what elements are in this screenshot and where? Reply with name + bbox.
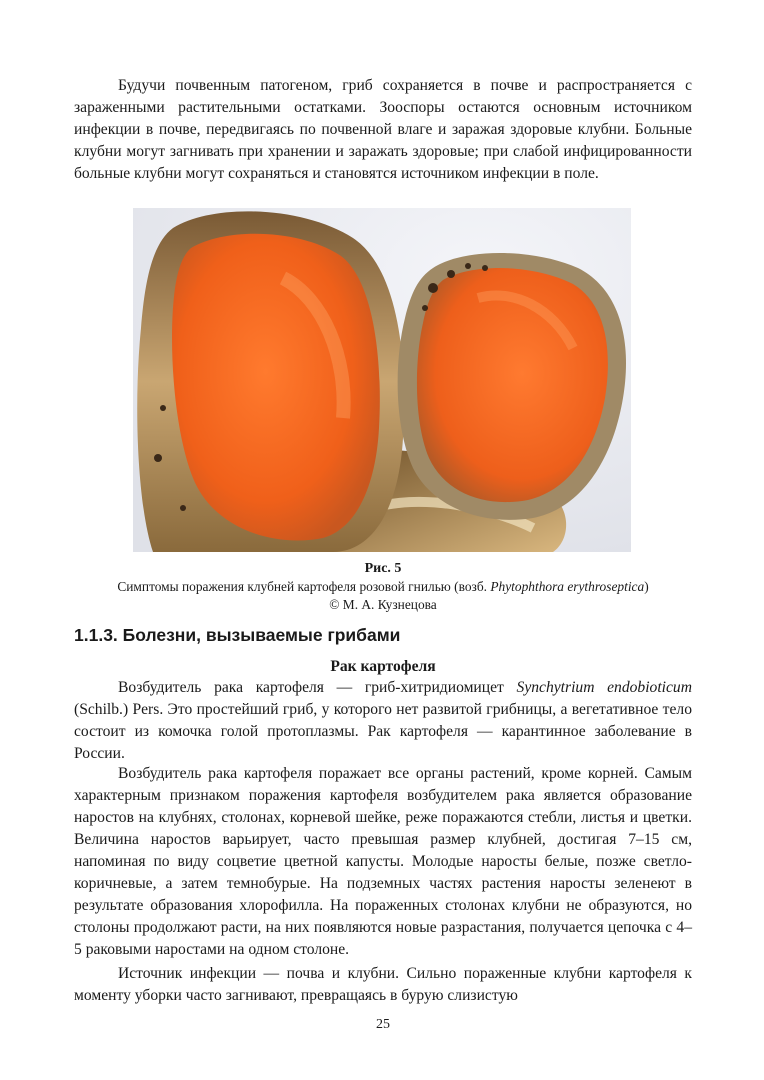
paragraph-2 <box>74 677 692 765</box>
paragraph-2-before: Возбудитель рака картофеля — гриб-хитридиомицет <box>118 679 517 696</box>
caption-suffix: ) <box>644 579 649 594</box>
paragraph-4: Источник инфекции — почва и клубни. Сильно пораженные клубни картофеля к моменту уборки часто загнивают, превращаясь в бурую слизистую <box>74 965 692 1004</box>
potato-tubers-photo <box>133 208 631 552</box>
paragraph-1: Будучи почвенным патогеном, гриб сохраняется в почве и распространяется с зараженными растительными остатками. Зооспоры остаются основным источником инфекции в почве, передвигаясь по почвенной влаге и заражая здоровые клубни. Больные клубни могут загнивать при хранении и заражать здоровые; при слабой инфицированности больные клубни могут сохраняться и становятся источником инфекции в поле. <box>74 77 692 182</box>
paragraph-2-species: Synchytrium endobioticum <box>516 679 692 696</box>
caption-prefix: Симптомы поражения клубней картофеля розовой гнилью (возб. <box>117 579 491 594</box>
caption-species: Phytophthora erythroseptica <box>490 579 645 594</box>
paragraph-3: Возбудитель рака картофеля поражает все органы растений, кроме корней. Самым характерным признаком поражения картофеля возбудителем рака является образование наростов на клубнях, столонах, корневой шейке, реже поражаются стебли, листья и цветки. Величина наростов варьирует, часто превышая размер клубней, достигая 7–15 см, напоминая по виду соцветие цветной капусты. Молодые наросты белые, позже светло-коричневые, а затем темнобурые. На подземных частях растения наросты зеленеют в результате образования хлорофилла. На пораженных столонах клубни не образуются, но столоны продолжают расти, на них появляются новые разрастания, получается цепочка с 4–5 раковыми наростами на одном столоне. <box>74 765 692 958</box>
figure-credit: © М. А. Кузнецова <box>329 597 437 612</box>
paragraph-2-after: (Schilb.) Pers. Это простейший гриб, у которого нет развитой грибницы, а вегетативное тело состоит из комочка голой протоплазмы. Рак картофеля — карантинное заболевание в России. <box>74 701 692 762</box>
subsection-heading: Рак картофеля <box>330 658 436 675</box>
figure-caption <box>60 578 706 614</box>
photo-illustration-icon <box>133 208 631 552</box>
figure-number: Рис. 5 <box>364 561 402 576</box>
section-heading: 1.1.3. Болезни, вызываемые грибами <box>74 625 401 645</box>
page-number: 25 <box>376 1017 390 1032</box>
